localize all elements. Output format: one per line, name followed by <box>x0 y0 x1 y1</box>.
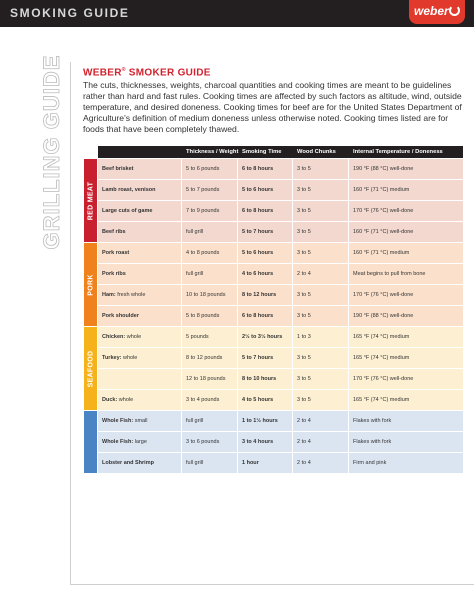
cut-name: Beef ribs <box>102 229 126 235</box>
temp-cell: Firm and pink <box>353 460 387 466</box>
category-band <box>84 243 97 326</box>
table-row <box>98 390 463 411</box>
logo-text: weber <box>414 4 449 18</box>
temp-cell: 170 °F (76 °C) well-done <box>353 208 414 214</box>
wood-cell: 3 to 5 <box>293 390 349 410</box>
time-cell: 5 to 7 hours <box>238 222 293 242</box>
wood-cell: 3 to 5 <box>293 348 349 368</box>
weight-cell: 5 to 7 pounds <box>182 180 238 200</box>
weight-cell: 5 to 8 pounds <box>182 306 238 326</box>
time-cell: 8 to 12 hours <box>238 285 293 305</box>
header-cut <box>98 146 182 158</box>
table-row <box>98 285 463 306</box>
weight-cell: full grill <box>182 264 238 284</box>
category-label: RED MEAT <box>87 181 94 220</box>
weight-cell: 5 to 6 pounds <box>182 159 238 179</box>
cut-note: large <box>133 439 147 445</box>
cut-name: Pork roast <box>102 250 130 256</box>
cut-cell <box>98 369 182 389</box>
category-label: SEAFOOD <box>87 350 94 387</box>
time-cell: 6 to 8 hours <box>238 159 293 179</box>
temp-cell: 190 °F (88 °C) well-done <box>353 166 414 172</box>
cut-cell <box>98 411 182 431</box>
temp-cell: 165 °F (74 °C) medium <box>353 397 410 403</box>
temp-cell: 190 °F (88 °C) well-done <box>353 313 414 319</box>
cut-name: Large cuts of game <box>102 208 153 214</box>
wood-cell: 3 to 5 <box>293 180 349 200</box>
table-row <box>98 348 463 369</box>
temp-cell: Meat begins to pull from bone <box>353 271 426 277</box>
wood-cell: 1 to 3 <box>293 327 349 347</box>
weight-cell: full grill <box>182 222 238 242</box>
time-cell: 1 hour <box>238 453 293 473</box>
time-cell: 4 to 6 hours <box>238 264 293 284</box>
weight-cell: full grill <box>182 453 238 473</box>
header-time: Smoking Time <box>242 149 282 155</box>
wood-cell: 3 to 5 <box>293 243 349 263</box>
temp-cell: 160 °F (71 °C) medium <box>353 187 410 193</box>
table-row <box>98 369 463 390</box>
wood-cell: 3 to 5 <box>293 369 349 389</box>
temp-cell: 170 °F (76 °C) well-done <box>353 376 414 382</box>
temp-cell: 165 °F (74 °C) medium <box>353 355 410 361</box>
category-band <box>84 411 97 473</box>
wood-cell: 2 to 4 <box>293 264 349 284</box>
weber-logo <box>409 0 465 24</box>
weight-cell: 4 to 8 pounds <box>182 243 238 263</box>
wood-cell: 3 to 5 <box>293 159 349 179</box>
cut-name: Whole Fish: <box>102 439 134 445</box>
temp-cell: 160 °F (71 °C) well-done <box>353 229 414 235</box>
weight-cell: 10 to 18 pounds <box>182 285 238 305</box>
cut-cell <box>98 264 182 284</box>
table-header <box>98 146 463 158</box>
table-row <box>98 306 463 327</box>
category-band <box>84 327 97 410</box>
side-divider <box>70 62 71 584</box>
header-temp: Internal Temperature / Doneness <box>353 149 443 155</box>
cut-note: fresh whole <box>115 292 146 298</box>
time-cell: 5 to 6 hours <box>238 180 293 200</box>
temp-cell: 165 °F (74 °C) medium <box>353 334 410 340</box>
side-title-text: GRILLING GUIDE <box>39 54 64 250</box>
cut-name: Whole Fish: <box>102 418 134 424</box>
cut-cell <box>98 285 182 305</box>
wood-cell: 3 to 5 <box>293 285 349 305</box>
time-cell: 2½ to 3½ hours <box>238 327 293 347</box>
time-cell: 5 to 6 hours <box>238 243 293 263</box>
table-row <box>98 222 463 243</box>
category-band <box>84 159 97 242</box>
table-row <box>98 453 463 474</box>
cut-cell <box>98 243 182 263</box>
category-label: PORK <box>87 273 94 296</box>
weight-cell: 12 to 18 pounds <box>182 369 238 389</box>
side-title <box>34 54 70 250</box>
weight-cell: full grill <box>182 411 238 431</box>
table-row <box>98 159 463 180</box>
wood-cell: 3 to 5 <box>293 222 349 242</box>
weight-cell: 5 pounds <box>182 327 238 347</box>
registered-mark: ® <box>121 67 126 73</box>
wood-cell: 2 to 4 <box>293 432 349 452</box>
cut-name: Lamb roast, venison <box>102 187 156 193</box>
section-title-rest: SMOKER GUIDE <box>125 67 211 79</box>
top-bar <box>0 0 474 27</box>
section-title <box>83 67 211 78</box>
time-cell: 5 to 7 hours <box>238 348 293 368</box>
cut-cell <box>98 222 182 242</box>
temp-cell: 160 °F (71 °C) medium <box>353 250 410 256</box>
cut-note: small <box>133 418 148 424</box>
header-weight: Thickness / Weight <box>186 149 239 155</box>
time-cell: 1 to 1½ hours <box>238 411 293 431</box>
cut-name: Beef brisket <box>102 166 134 172</box>
weight-cell: 3 to 6 pounds <box>182 432 238 452</box>
weight-cell: 7 to 9 pounds <box>182 201 238 221</box>
table-row <box>98 264 463 285</box>
table-row <box>98 243 463 264</box>
cut-cell <box>98 348 182 368</box>
cut-cell <box>98 180 182 200</box>
section-title-brand: WEBER <box>83 67 122 79</box>
cut-cell <box>98 453 182 473</box>
time-cell: 6 to 8 hours <box>238 201 293 221</box>
wood-cell: 3 to 5 <box>293 306 349 326</box>
time-cell: 4 to 5 hours <box>238 390 293 410</box>
header-wood: Wood Chunks <box>297 149 336 155</box>
kettle-icon <box>449 5 460 16</box>
wood-cell: 2 to 4 <box>293 453 349 473</box>
table-row <box>98 432 463 453</box>
bottom-divider <box>70 584 474 585</box>
temp-cell: 170 °F (76 °C) well-done <box>353 292 414 298</box>
cut-note: whole <box>121 355 138 361</box>
cut-name: Ham: <box>102 292 116 298</box>
wood-cell: 3 to 5 <box>293 201 349 221</box>
table-row <box>98 201 463 222</box>
header-title: SMOKING GUIDE <box>10 6 130 20</box>
intro-paragraph: The cuts, thicknesses, weights, charcoal quantities and cooking times are meant to be guidelines rather than hard and fast rules. Cooking times are affected by such factors as altitude, wind, outside temperature, and desired doneness. Cooking times for beef are for the United States Department of Agriculture's definition of medium doneness unless otherwise noted. Cooking times listed are for foods that have been completely thawed. <box>83 80 462 134</box>
cut-name: Turkey: <box>102 355 122 361</box>
weight-cell: 8 to 12 pounds <box>182 348 238 368</box>
weight-cell: 3 to 4 pounds <box>182 390 238 410</box>
cut-cell <box>98 306 182 326</box>
cut-note: whole <box>125 334 142 340</box>
time-cell: 3 to 4 hours <box>238 432 293 452</box>
table-row <box>98 180 463 201</box>
time-cell: 8 to 10 hours <box>238 369 293 389</box>
temp-cell: Flakes with fork <box>353 439 392 445</box>
time-cell: 6 to 8 hours <box>238 306 293 326</box>
cut-cell <box>98 432 182 452</box>
table-row <box>98 411 463 432</box>
cut-note: whole <box>117 397 134 403</box>
temp-cell: Flakes with fork <box>353 418 392 424</box>
cut-name: Duck: <box>102 397 118 403</box>
cut-name: Pork ribs <box>102 271 126 277</box>
cut-name: Pork shoulder <box>102 313 139 319</box>
cut-name: Chicken: <box>102 334 126 340</box>
cut-cell <box>98 390 182 410</box>
table-row <box>98 327 463 348</box>
wood-cell: 2 to 4 <box>293 411 349 431</box>
cut-cell <box>98 327 182 347</box>
cut-cell <box>98 159 182 179</box>
cut-name: Lobster and Shrimp <box>102 460 154 466</box>
cut-cell <box>98 201 182 221</box>
